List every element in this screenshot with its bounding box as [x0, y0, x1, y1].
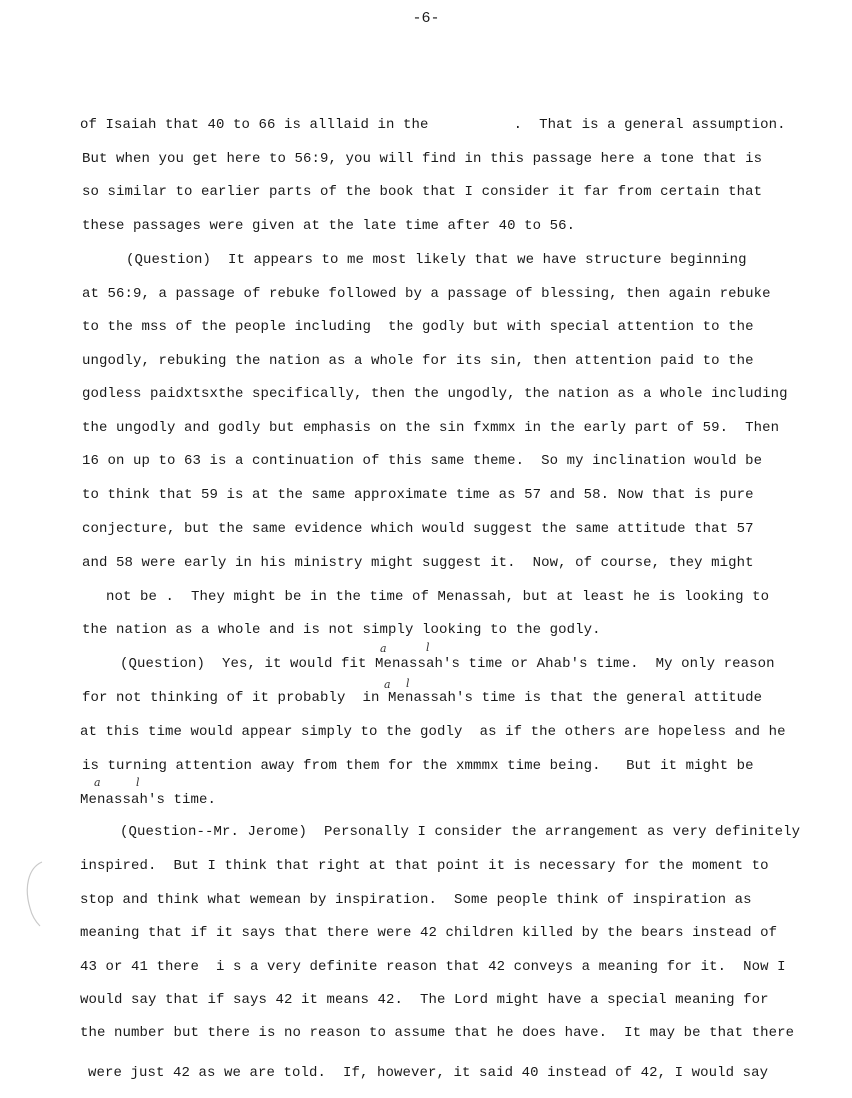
text-line: 43 or 41 there i s a very definite reason that 42 conveys a meaning for it. Now I — [80, 959, 786, 975]
text-line: ungodly, rebuking the nation as a whole for its sin, then attention paid to the — [82, 353, 754, 369]
text-line: of Isaiah that 40 to 66 is alllaid in the . That is a general assumption. — [80, 117, 786, 133]
text-line: inspired. But I think that right at that point it is necessary for the moment to — [80, 858, 769, 874]
text-line: and 58 were early in his ministry might suggest it. Now, of course, they might — [82, 555, 754, 571]
text-line: But when you get here to 56:9, you will find in this passage here a tone that is — [82, 151, 763, 167]
text-line: the number but there is no reason to assume that he does have. It may be that there — [80, 1025, 795, 1041]
text-line: conjecture, but the same evidence which would suggest the same attitude that 57 — [82, 521, 754, 537]
text-line: 16 on up to 63 is a continuation of this same theme. So my inclination would be — [82, 453, 763, 469]
handwritten-correction: a — [380, 642, 387, 655]
text-line: were just 42 as we are told. If, however, it said 40 instead of 42, I would say — [88, 1065, 769, 1081]
margin-pencil-mark — [18, 858, 46, 928]
text-line: is turning attention away from them for the xmmmx time being. But it might be — [82, 758, 754, 774]
handwritten-correction: l — [406, 677, 410, 690]
handwritten-correction: a — [384, 678, 391, 691]
text-line: to the mss of the people including the godly but with special attention to the — [82, 319, 754, 335]
text-line: to think that 59 is at the same approximate time as 57 and 58. Now that is pure — [82, 487, 754, 503]
text-line: at this time would appear simply to the godly as if the others are hopeless and he — [80, 724, 786, 740]
handwritten-correction: a — [94, 776, 101, 789]
page-number: -6- — [412, 10, 440, 27]
handwritten-correction: l — [426, 641, 430, 654]
text-line: (Question) Yes, it would fit Menassah's time or Ahab's time. My only reason — [86, 656, 775, 672]
text-line: stop and think what wemean by inspiration. Some people think of inspiration as — [80, 892, 752, 908]
text-line: not be . They might be in the time of Menassah, but at least he is looking to — [106, 589, 770, 605]
text-line: these passages were given at the late time after 40 to 56. — [82, 218, 576, 234]
text-line: the ungodly and godly but emphasis on the sin fxmmx in the early part of 59. Then — [82, 420, 780, 436]
text-line: Menassah's time. — [80, 792, 217, 808]
text-line: (Question) It appears to me most likely that we have structure beginning — [92, 252, 747, 268]
text-line: (Question--Mr. Jerome) Personally I consider the arrangement as very definitely — [86, 824, 801, 840]
text-line: godless paidxtsxthe specifically, then the ungodly, the nation as a whole including — [82, 386, 788, 402]
text-line: so similar to earlier parts of the book that I consider it far from certain that — [82, 184, 763, 200]
text-line: for not thinking of it probably in Menassah's time is that the general attitude — [82, 690, 763, 706]
text-line: at 56:9, a passage of rebuke followed by a passage of blessing, then again rebuke — [82, 286, 771, 302]
text-line: the nation as a whole and is not simply looking to the godly. — [82, 622, 601, 638]
text-line: would say that if says 42 it means 42. The Lord might have a special meaning for — [80, 992, 769, 1008]
handwritten-correction: l — [136, 776, 140, 789]
text-line: meaning that if it says that there were 42 children killed by the bears instead of — [80, 925, 778, 941]
